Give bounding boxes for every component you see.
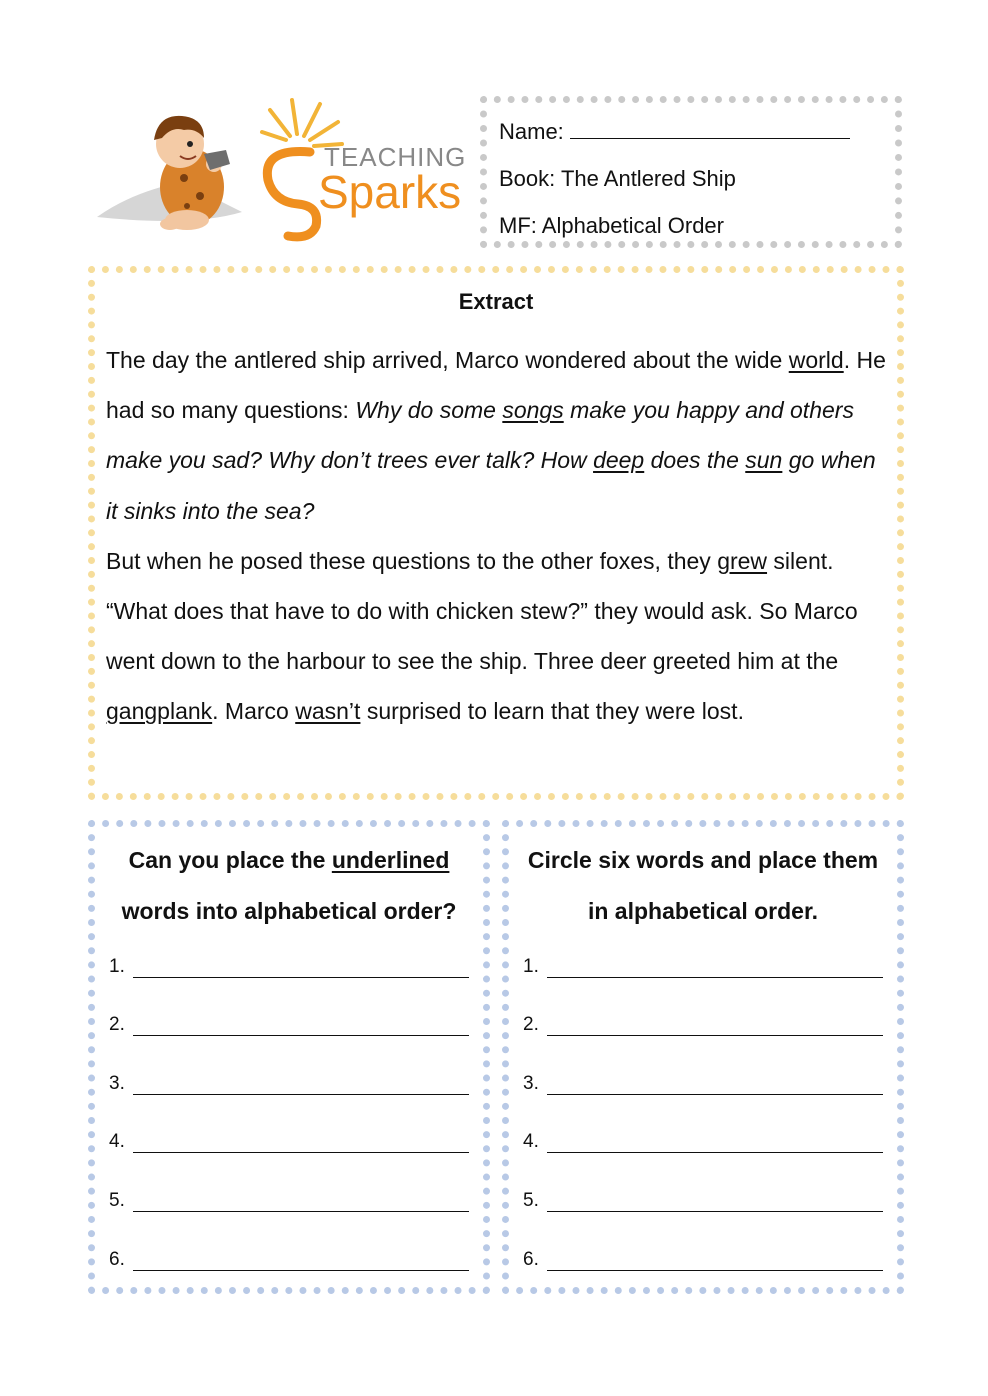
answer-blank[interactable] — [133, 1072, 469, 1095]
text-span: silent. “What does that have to do with chicken stew?” they would ask. So Marco went down to the harbour to see the ship. Three deer greeted him at the — [106, 547, 858, 675]
name-label: Name: — [499, 119, 564, 144]
answer-number: 4. — [109, 1131, 125, 1153]
answer-blank[interactable] — [547, 1130, 883, 1153]
underlined-span: underlined — [331, 847, 450, 873]
answer-blank[interactable] — [547, 1013, 883, 1036]
logo-graphic — [92, 92, 472, 242]
answer-number: 2. — [523, 1014, 539, 1036]
answer-line — [109, 943, 469, 1002]
text-span: . He had so many questions: — [106, 347, 886, 424]
italic-span: make you happy and others make you sad? Why don’t trees ever talk? How — [106, 397, 854, 474]
answer-blank[interactable] — [133, 1189, 469, 1212]
answer-number: 6. — [109, 1248, 125, 1270]
extract-paragraph-1 — [106, 335, 886, 536]
text-span: The day the antlered ship arrived, Marco wondered about the wide — [106, 347, 789, 373]
student-info-box — [480, 96, 902, 248]
right-question-title: Circle six words and place them in alphabetical order. — [527, 847, 879, 924]
answer-line — [523, 1119, 883, 1178]
italic-span: go when it sinks into the sea? — [106, 447, 876, 524]
text-span: surprised to learn that they were lost. — [360, 698, 744, 725]
book-line: Book: The Antlered Ship — [499, 166, 736, 191]
underlined-word-world: world — [788, 347, 844, 373]
answer-number: 3. — [523, 1072, 539, 1094]
underlined-word-sun: sun — [745, 447, 783, 474]
answer-number: 2. — [109, 1014, 125, 1036]
answer-number: 6. — [523, 1248, 539, 1270]
answer-line — [109, 1119, 469, 1178]
answer-line — [523, 1060, 883, 1119]
logo-text-sparks: Sparks — [318, 166, 462, 218]
teaching-sparks-logo — [92, 92, 472, 242]
text-span: Can you place the — [128, 847, 332, 873]
answer-line — [109, 1060, 469, 1119]
text-span: But when he posed these questions to the other foxes, they — [106, 547, 718, 574]
left-question-title — [109, 835, 469, 937]
answer-blank[interactable] — [133, 1130, 469, 1153]
extract-paragraph-2 — [106, 536, 886, 737]
underlined-word-gangplank: gangplank — [106, 698, 213, 725]
logo-text-teaching: TEACHING — [324, 142, 467, 172]
underlined-word-songs: songs — [502, 397, 564, 424]
answer-line — [109, 1002, 469, 1061]
answer-line — [109, 1236, 469, 1295]
extract-text — [106, 335, 886, 737]
text-span: words into alphabetical order? — [121, 898, 457, 924]
answer-blank[interactable] — [547, 955, 883, 978]
answer-number: 4. — [523, 1131, 539, 1153]
answer-line — [523, 1236, 883, 1295]
focus-line: MF: Alphabetical Order — [499, 213, 724, 238]
answer-blank[interactable] — [133, 1248, 469, 1271]
underlined-word-grew: grew — [717, 547, 768, 574]
answer-blank[interactable] — [133, 955, 469, 978]
answer-number: 5. — [523, 1189, 539, 1211]
left-answer-list — [109, 943, 469, 1295]
answer-line — [523, 1177, 883, 1236]
underlined-word-wasnt: wasn’t — [295, 698, 361, 725]
answer-blank[interactable] — [547, 1189, 883, 1212]
italic-span: Why do some — [355, 397, 503, 424]
text-span: . Marco — [212, 698, 296, 725]
right-answer-list — [523, 943, 883, 1295]
underlined-word-deep: deep — [593, 447, 645, 474]
answer-line — [109, 1177, 469, 1236]
answer-number: 3. — [109, 1072, 125, 1094]
name-blank[interactable] — [570, 114, 850, 139]
answer-line — [523, 943, 883, 1002]
underlined-words-question-box — [88, 820, 490, 1294]
extract-box — [88, 266, 904, 800]
answer-line — [523, 1002, 883, 1061]
answer-blank[interactable] — [133, 1013, 469, 1036]
answer-number: 1. — [109, 955, 125, 977]
answer-blank[interactable] — [547, 1072, 883, 1095]
italic-span: does the — [644, 447, 746, 474]
answer-number: 5. — [109, 1189, 125, 1211]
answer-number: 1. — [523, 955, 539, 977]
extract-title: Extract — [458, 289, 534, 314]
circle-words-question-box — [502, 820, 904, 1294]
answer-blank[interactable] — [547, 1248, 883, 1271]
name-line — [499, 113, 883, 160]
